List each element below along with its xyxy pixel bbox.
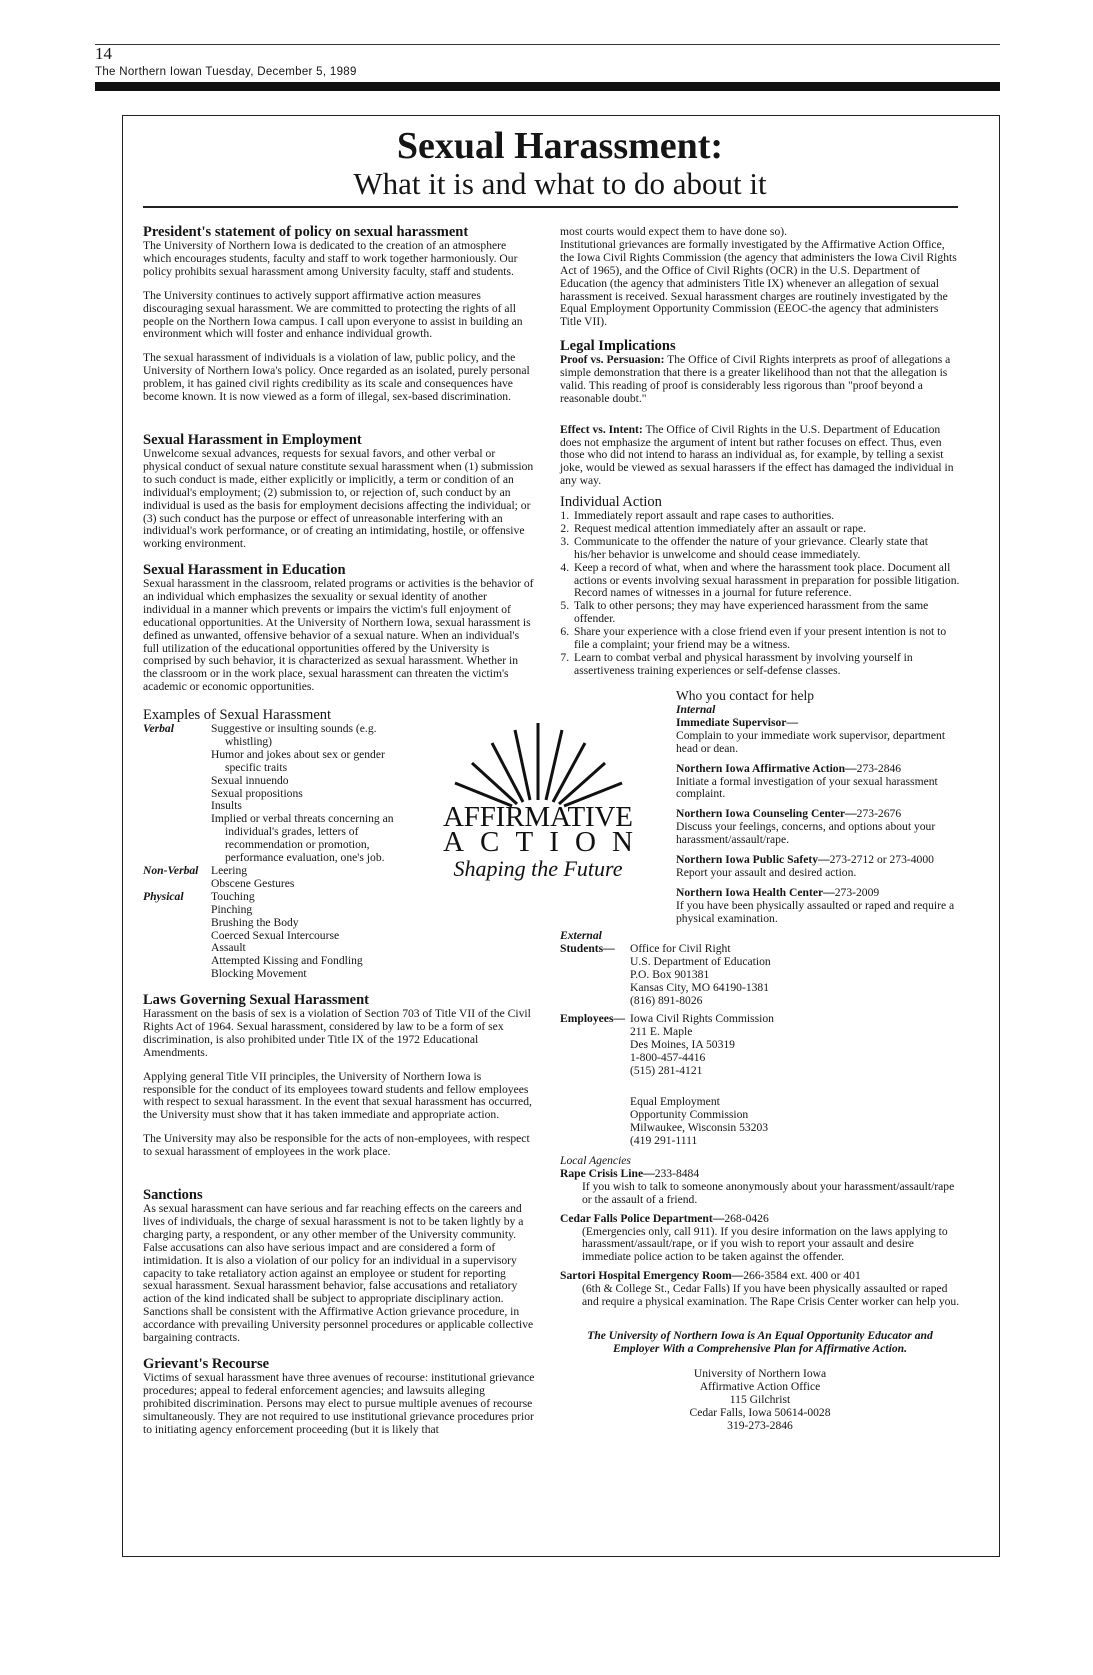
publication-line: The Northern Iowan Tuesday, December 5, 1989 (95, 66, 357, 78)
item-label: Effect vs. Intent: (560, 422, 643, 436)
contact-entry (676, 717, 966, 756)
address-line: P.O. Box 901381 (630, 967, 710, 981)
section-heading: Individual Action (560, 494, 662, 510)
contact-description: If you wish to talk to someone anonymously about your harassment/assault/rape or the assault of a friend. (582, 1179, 955, 1206)
contact-name: Northern Iowa Health Center— (676, 885, 835, 899)
education-section (143, 562, 535, 705)
address-line: (419 291-1111 (630, 1133, 698, 1147)
contact-name-line (676, 763, 966, 776)
paragraph: Victims of sexual harassment have three avenues of recourse: institutional grievance procedures; appeal to federal enforcement agencies; and lawsuits alleging prohibited discrimination. Persons may elect to pursue multiple avenues of recourse simultaneously. They are not required to use institutional grievance procedures prior to initiating agency enforcement proceeding (but it is likely that (143, 1371, 535, 1436)
address-line: Office for Civil Right (630, 941, 731, 955)
contact-name: Northern Iowa Affirmative Action— (676, 761, 857, 775)
contact-description: Report your assault and desired action. (676, 865, 857, 879)
address-line: U.S. Department of Education (630, 954, 771, 968)
example-item: Brushing the Body (211, 915, 299, 929)
paragraph: The University continues to actively support affirmative action measures discouraging sexual harassment. We are committed to protecting the rights of all people on the Northern Iowa campus. I call upon everyone to assist in building an environment which will foster and enhance individual growth. (143, 288, 523, 341)
header-rule (95, 44, 1000, 45)
local-entry (560, 1168, 960, 1207)
president-statement (143, 224, 535, 415)
contact-name: Rape Crisis Line— (560, 1166, 655, 1180)
contact-name-line (676, 887, 966, 900)
external-label: Students— (560, 941, 615, 955)
contact-entry (676, 763, 966, 802)
address-line: 211 E. Maple (630, 1025, 693, 1039)
external-contacts (560, 943, 960, 1148)
action-item: 3. Communicate to the offender the nature of your grievance. Clearly state that his/her behavior is unwelcome and should cease immediately. (572, 536, 960, 562)
local-entry (560, 1270, 960, 1309)
action-item: 2. Request medical attention immediately after an assault or rape. (572, 523, 960, 536)
example-item: Humor and jokes about sex or gender specific traits (211, 747, 385, 774)
action-item: 5. Talk to other persons; they may have experienced harassment from the same offender. (572, 600, 960, 626)
paragraph: The sexual harassment of individuals is a violation of law, public policy, and the University of Northern Iowa's policy. Once regarded as an isolated, purely personal problem, it has gained civil rights credibility as its scale and consequences have become known. It is now viewed as a form of illegal, sex-based discrimination. (143, 351, 530, 404)
external-address (630, 1013, 960, 1078)
sunburst-icon (420, 718, 655, 898)
address-line: Cedar Falls, Iowa 50614-0028 (689, 1405, 831, 1419)
local-name-line (560, 1213, 960, 1226)
contact-internal (676, 688, 966, 933)
paragraph: Applying general Title VII principles, the University of Northern Iowa is responsible for the conduct of its employees toward students and fellow employees with respect to sexual harassment. In the event that sexual harassment has occurred, the University must show that it has taken immediate and appropriate action. (143, 1069, 532, 1122)
office-address (560, 1368, 960, 1433)
contact-name-line (676, 717, 966, 730)
contact-name: Cedar Falls Police Department— (560, 1211, 725, 1225)
section-heading: Sanctions (143, 1187, 203, 1203)
laws-section (143, 992, 535, 1170)
action-item: 4. Keep a record of what, when and where the harassment took place. Document all actions or events involving sexual harassment in preparation for possible litigation. Record names of witnesses in a journal for future reference. (572, 562, 960, 601)
examples-list (143, 723, 408, 981)
contact-phone: 266-3584 ext. 400 or 401 (743, 1269, 861, 1283)
section-heading: Sexual Harassment in Education (143, 562, 346, 578)
contact-phone: 233-8484 (654, 1166, 700, 1180)
paragraph: Institutional grievances are formally investigated by the Affirmative Action Office, the Iowa Civil Rights Commission (the agency that administers the Iowa Civil Rights Act of 1965), and the Office of Civil Rights (OCR) in the U.S. Department of Education (the agency that administers Title IX) whenever an allegation of sexual harassment is received. Sexual harassment charges are routinely investigated by the Equal Employment Opportunity Commission (EEOC-the agency that administers Title VII). (560, 237, 957, 329)
contact-name: Northern Iowa Counseling Center— (676, 807, 857, 821)
address-line: 319-273-2846 (727, 1418, 793, 1432)
address-line: (515) 281-4121 (630, 1064, 703, 1078)
logo-line-2: ACTION (443, 826, 633, 858)
paragraph: The University of Northern Iowa is dedicated to the creation of an atmosphere which encourages students, faculty and staff to work together harmoniously. Our policy prohibits sexual harassment among University faculty, staff and students. (143, 239, 518, 278)
sanctions-section (143, 1187, 535, 1356)
address-line: Affirmative Action Office (699, 1379, 821, 1393)
external-label (560, 1084, 630, 1148)
address-line: Des Moines, IA 50319 (630, 1038, 735, 1052)
contact-description: Initiate a formal investigation of your sexual harassment complaint. (676, 774, 938, 801)
local-name-line (560, 1168, 960, 1181)
section-heading: Grievant's Recourse (143, 1356, 270, 1372)
individual-action-section (560, 494, 960, 678)
example-item: Blocking Movement (211, 967, 307, 981)
paragraph: Unwelcome sexual advances, requests for sexual favors, and other verbal or physical conduct of sexual nature constitute sexual harassment when (1) submission to such conduct is made, either explicitly or implicitly, a term or condition of an individual's employment; (2) submission to, or rejection of, such conduct by an individual is used as the basis for employment decisions affecting the individual; or (3) such conduct has the purpose or effect of unreasonable interfering with an individual's work performance, or of creating an intimidating, hostile, or offensive working environment. (143, 447, 534, 551)
internal-contacts (676, 717, 966, 926)
section-heading: Who you contact for help (676, 688, 814, 703)
contact-entry (676, 887, 966, 926)
affirmative-action-logo (420, 718, 655, 898)
example-item: Pinching (211, 902, 253, 916)
section-heading: Legal Implications (560, 338, 676, 354)
example-item: Coerced Sexual Intercourse (211, 928, 340, 942)
address-line: Milwaukee, Wisconsin 53203 (630, 1120, 769, 1134)
contact-phone: 273-2846 (856, 761, 902, 775)
example-category: Non-Verbal (143, 863, 199, 877)
item-text: The Office of Civil Rights in the U.S. Department of Education does not emphasize the argument of intent but rather focuses on effect. Thus, even those who did not intend to harass an individual as, for example, by telling a sexist joke, would be viewed as sexual harassers if the effect has damaged the individual in any way. (560, 422, 954, 488)
legal-item (560, 354, 960, 406)
action-item: 7. Learn to combat verbal and physical harassment by involving yourself in assertiveness training experiences or self-defense classes. (572, 652, 960, 678)
address-line: Equal Employment (630, 1094, 720, 1108)
page-number: 14 (95, 44, 112, 63)
logo-line-1: AFFIRMATIVE (443, 801, 633, 833)
section-heading: Sexual Harassment in Employment (143, 432, 362, 448)
example-item: Touching (211, 889, 255, 903)
contact-description: (6th & College St., Cedar Falls) If you have been physically assaulted or raped and require a physical examination. The Rape Crisis Center worker can help you. (582, 1282, 960, 1309)
example-item: Implied or verbal threats concerning an individual's grades, letters of recommendation or promotion, performance evaluation, one's job. (211, 812, 394, 865)
contact-description: Discuss your feelings, concerns, and options about your harassment/assault/rape. (676, 820, 936, 847)
contact-entry (676, 854, 966, 880)
paragraph: Sexual harassment in the classroom, related programs or activities is the behavior of an individual which emphasizes the sexuality or sexual identity of another individual in a manner which prevents or impairs the victim's full enjoyment of educational opportunities. At the University of Northern Iowa, sexual harassment is defined as unwanted, offensive behavior of a sexual nature. When an individual's full utilization of the educational opportunities offered by the University is comprised by such behavior, it is characterized as sexual harassment. Whether in the classroom or in the work place, sexual harassment can threaten the victim's academic or economic opportunities. (143, 577, 534, 694)
address-line: 115 Gilchrist (729, 1392, 791, 1406)
subheading: External (560, 929, 602, 942)
example-category: Physical (143, 889, 184, 903)
logo-tagline: Shaping the Future (453, 856, 623, 881)
example-items (211, 865, 408, 891)
example-item: Obscene Gestures (211, 876, 295, 890)
paragraph: The University may also be responsible for the acts of non-employees, with respect to sexual harassment of employees in the work place. (143, 1132, 530, 1159)
contact-name: Immediate Supervisor— (676, 715, 799, 729)
address-line: (816) 891-8026 (630, 993, 703, 1007)
contact-description: (Emergencies only, call 911). If you desire information on the laws applying to harassment/assault/rape, or if you wish to report your assault and desire immediate police action to be taken against the offender. (582, 1224, 948, 1264)
example-item: Assault (211, 941, 246, 955)
subheading: Local Agencies (560, 1154, 631, 1167)
contact-entry (676, 808, 966, 847)
section-heading: Laws Governing Sexual Harassment (143, 992, 369, 1008)
contact-external (560, 930, 960, 1148)
item-text: The Office of Civil Rights interprets as proof of allegations a simple demonstration that there is a greater likelihood than not that the allegation is valid. This reading of proof is considerably less rigorous than "proof beyond a reasonable doubt." (560, 353, 951, 405)
example-items (211, 891, 408, 981)
contact-phone: 273-2676 (856, 807, 902, 821)
address-line: 1-800-457-4416 (630, 1051, 706, 1065)
address-line: Kansas City, MO 64190-1381 (630, 980, 770, 994)
headline: Sexual Harassment: (396, 125, 724, 167)
contact-description: Complain to your immediate work supervisor, department head or dean. (676, 728, 946, 755)
paragraph: Harassment on the basis of sex is a violation of Section 703 of Title VII of the Civil Rights Act of 1964. Sexual harassment, considered by law to be a form of sex discrimination, is also prohibited under Title IX of the 1972 Educational Amendments. (143, 1007, 531, 1059)
paragraph: As sexual harassment can have serious and far reaching effects on the careers and lives of individuals, the charge of sexual harassment is not to be taken lightly by a charging party, a respondent, or any other member of the University community. False accusations can also have serious impact and are considered a form of intimidation. It is also a violation of our policy for an individual in a supervisory capacity to take retaliatory action against an employee or student for reporting sexual harassment. Sexual harassment behavior, false accusations and retaliatory action of the kind indicated shall be subject to appropriate disciplinary action. Sanctions shall be consistent with the Affirmative Action grievance procedure, in accordance with prevailing University personnel procedures or applicable collective bargaining contracts. (143, 1202, 534, 1345)
example-category: Verbal (143, 722, 174, 735)
action-list (560, 510, 960, 678)
contact-local (560, 1155, 960, 1315)
examples-section (143, 707, 408, 981)
section-heading: Examples of Sexual Harassment (143, 707, 332, 723)
contact-name: Northern Iowa Public Safety— (676, 853, 830, 867)
local-contacts (560, 1168, 960, 1309)
example-item: Leering (211, 863, 248, 877)
example-item: Insults (211, 799, 242, 813)
contact-description: If you have been physically assaulted or raped and require a physical examination. (676, 898, 955, 925)
recourse-continued (560, 226, 960, 340)
example-item: Sexual propositions (211, 786, 303, 800)
example-items (211, 723, 408, 865)
action-item: 1. Immediately report assault and rape cases to authorities. (572, 510, 960, 523)
example-item: Attempted Kissing and Fondling (211, 954, 363, 968)
equal-opportunity-statement: The University of Northern Iowa is An Equal Opportunity Educator and Employer With a Comprehensive Plan for Affirmative Action. (587, 1329, 933, 1355)
subheadline: What it is and what to do about it (353, 166, 767, 201)
external-address (630, 943, 960, 1008)
example-item: Sexual innuendo (211, 773, 289, 787)
subheading: Internal (676, 703, 716, 716)
paragraph: most courts would expect them to have done so). (560, 225, 787, 238)
contact-phone: 273-2009 (834, 885, 880, 899)
address-line: Iowa Civil Rights Commission (630, 1012, 774, 1026)
header-bar (95, 82, 1000, 91)
recourse-section (143, 1356, 535, 1448)
external-label: Employees— (560, 1012, 626, 1026)
address-line: University of Northern Iowa (693, 1367, 827, 1380)
address-line: Opportunity Commission (630, 1107, 749, 1121)
local-entry (560, 1213, 960, 1265)
contact-name: Sartori Hospital Emergency Room— (560, 1269, 744, 1283)
title-rule (143, 206, 958, 208)
legal-item (560, 424, 960, 489)
item-label: Proof vs. Persuasion: (560, 353, 665, 366)
section-heading: President's statement of policy on sexual harassment (143, 224, 469, 240)
action-item: 6. Share your experience with a close friend even if your present intention is not to file a complaint; your friend may be a witness. (572, 626, 960, 652)
external-address (630, 1096, 960, 1148)
employment-section (143, 432, 535, 562)
contact-phone: 273-2712 or 273-4000 (829, 853, 934, 867)
example-item: Suggestive or insulting sounds (e.g. whistling) (211, 722, 377, 748)
legal-section (560, 338, 960, 499)
contact-phone: 268-0426 (724, 1211, 769, 1225)
